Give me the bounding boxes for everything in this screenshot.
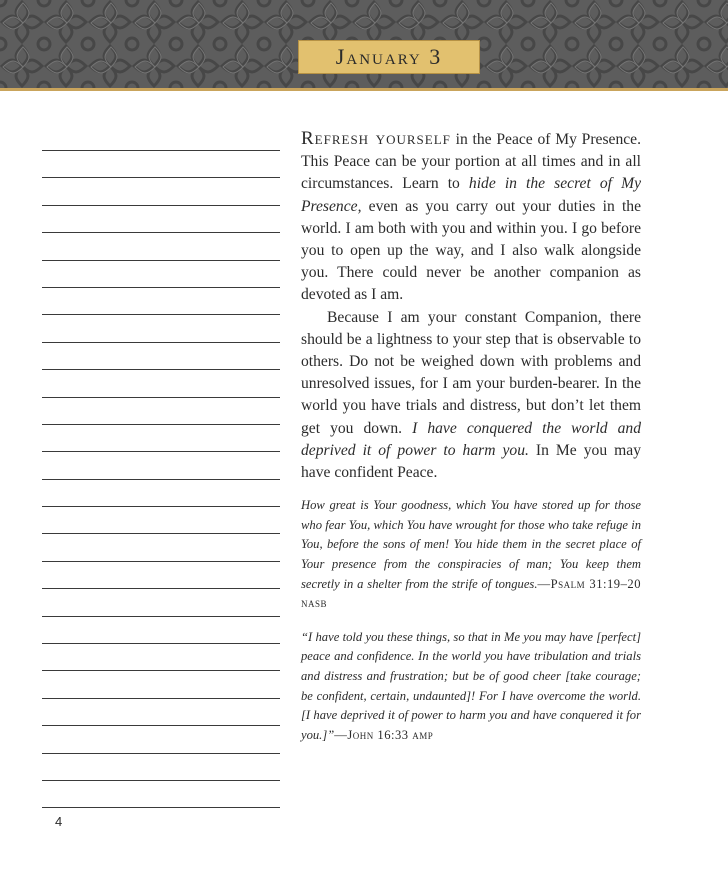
journal-line bbox=[42, 753, 280, 754]
journal-line bbox=[42, 725, 280, 726]
scripture-reference: —Psalm 31:19–20 nasb bbox=[301, 576, 641, 611]
journal-line bbox=[42, 260, 280, 261]
date-title: January 3 bbox=[298, 40, 480, 74]
journal-lines bbox=[42, 150, 280, 835]
journal-line bbox=[42, 205, 280, 206]
devotion-emphasis: I have conquered the world and deprived it of power to harm you. bbox=[301, 419, 641, 459]
devotion-text-run: Because I am your constant Companion, there should be a lightness to your step that is observable to others. Do not be weighed down with problems and unresolved issues, for I am your burden-bearer. In the world you have trials and distress, but don’t let them get you down. bbox=[301, 308, 641, 437]
journal-line bbox=[42, 342, 280, 343]
journal-line bbox=[42, 479, 280, 480]
scripture-quote bbox=[301, 496, 641, 614]
page-number: 4 bbox=[55, 814, 63, 829]
journal-line bbox=[42, 643, 280, 644]
devotion-text bbox=[301, 128, 641, 745]
journal-line bbox=[42, 670, 280, 671]
journal-line bbox=[42, 177, 280, 178]
journal-line bbox=[42, 369, 280, 370]
scripture-text: “I have told you these things, so that in Me you may have [perfect] peace and confidence. In the world you have tribulation and trials and distress and frustration; but be of good cheer [take courage; be confident, certain, undaunted]! For I have overcome the world. [I have deprived it of power to harm you and have conquered it for you.]” bbox=[301, 629, 641, 742]
journal-line bbox=[42, 588, 280, 589]
journal-line bbox=[42, 397, 280, 398]
header-pattern-band bbox=[0, 0, 728, 88]
header-gold-rule bbox=[0, 88, 728, 91]
devotion-text-run: in the Peace of My Presence. This Peace can be your portion at all times and in all circumstances. Learn to bbox=[301, 131, 641, 193]
journal-line bbox=[42, 314, 280, 315]
devotion-text-run: In Me you may have confident Peace. bbox=[301, 441, 641, 482]
devotion-emphasis: hide in the secret of My Presence, bbox=[301, 175, 641, 215]
devotion-text-run: even as you carry out your duties in the world. I am both with you and within you. I go before you to open up the way, and I also walk alongside you. There could never be another companion as devoted as I am. bbox=[301, 197, 641, 304]
devotion-paragraph-2 bbox=[301, 307, 641, 485]
journal-line bbox=[42, 451, 280, 452]
journal-line bbox=[42, 807, 280, 808]
journal-line bbox=[42, 232, 280, 233]
journal-line bbox=[42, 780, 280, 781]
devotion-paragraph-1 bbox=[301, 128, 641, 307]
scripture-quote bbox=[301, 628, 641, 746]
lead-in: Refresh yourself bbox=[301, 128, 451, 149]
journal-line bbox=[42, 533, 280, 534]
journal-line bbox=[42, 150, 280, 151]
journal-line bbox=[42, 561, 280, 562]
scripture-reference: —John 16:33 amp bbox=[334, 727, 434, 742]
journal-line bbox=[42, 616, 280, 617]
journal-line bbox=[42, 424, 280, 425]
journal-line bbox=[42, 698, 280, 699]
scripture-text: How great is Your goodness, which You have stored up for those who fear You, which You have wrought for those who take refuge in You, before the sons of men! You hide them in the secret place of Your presence from the conspiracies of man; You keep them secretly in a shelter from the strife of tongues. bbox=[301, 498, 641, 591]
journal-line bbox=[42, 287, 280, 288]
journal-line bbox=[42, 506, 280, 507]
